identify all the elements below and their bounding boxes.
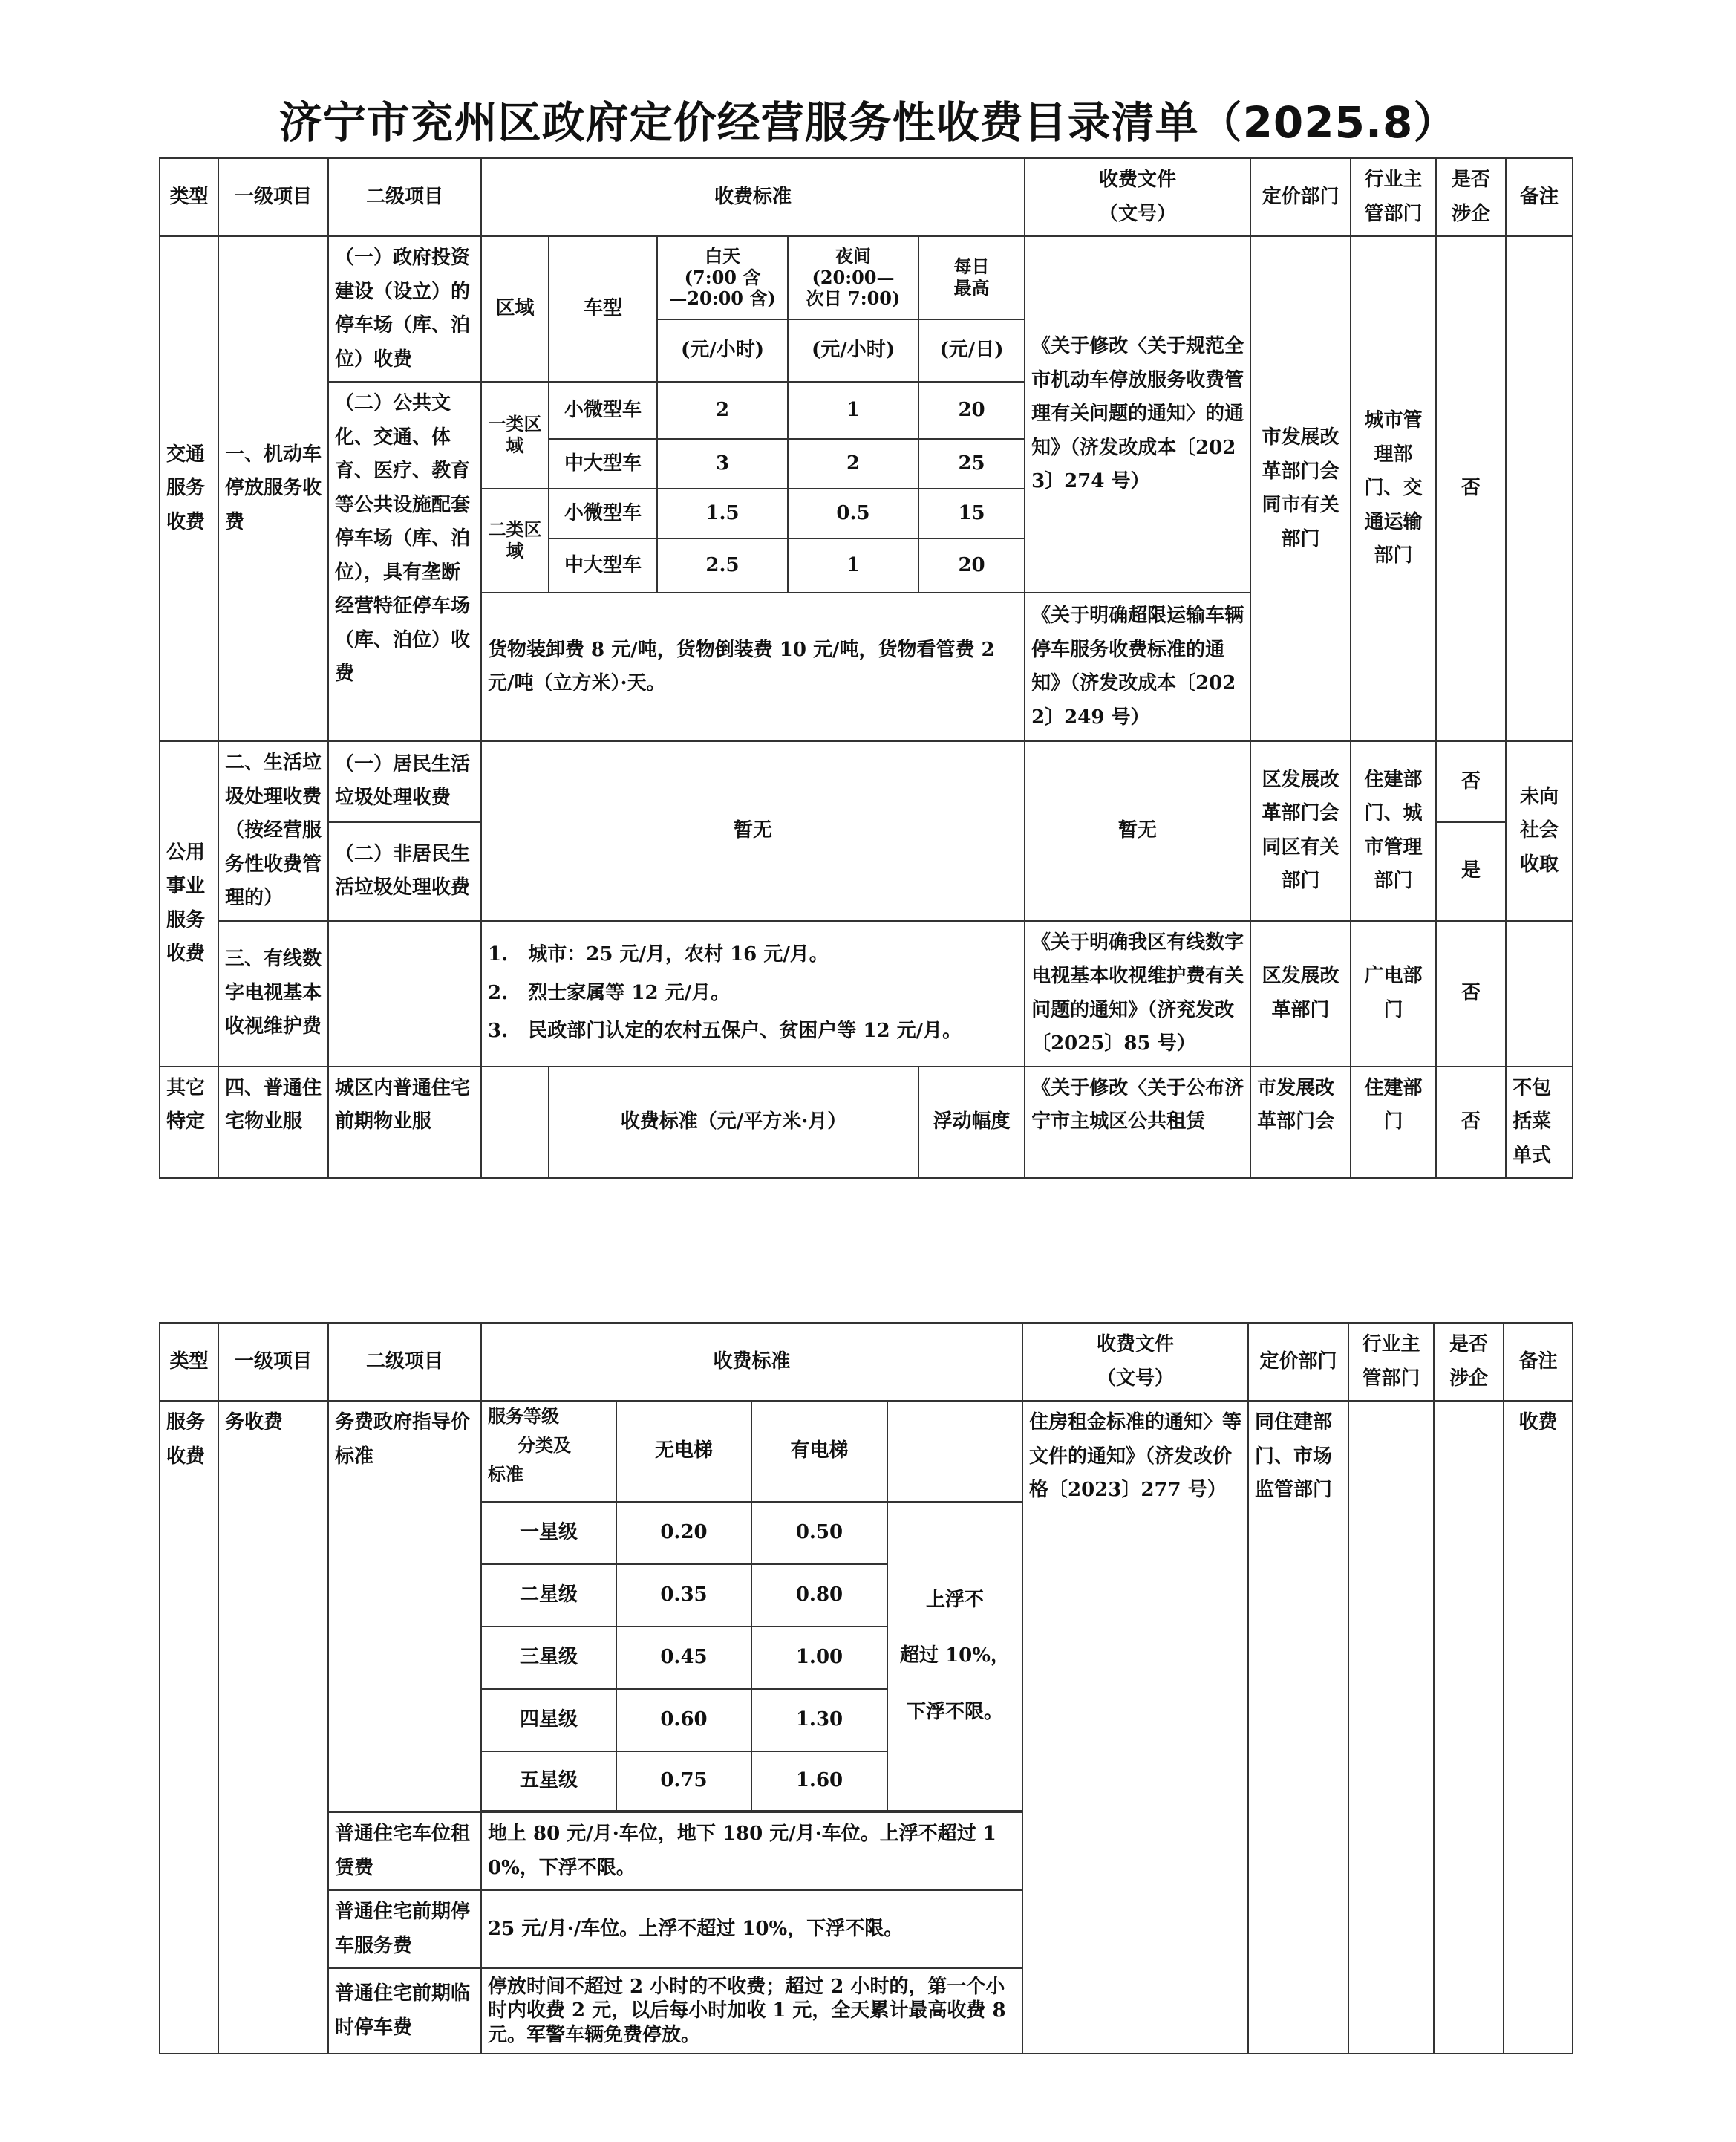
tv-industry: 广电部门 bbox=[1351, 921, 1436, 1067]
cargo-fee-standard: 货物装卸费 8 元/吨，货物倒装费 10 元/吨，货物看管费 2 元/吨（立方米）·天。 bbox=[481, 593, 1025, 741]
grade-name: 五星级 bbox=[481, 1751, 616, 1811]
garbage-standard: 暂无 bbox=[481, 741, 1025, 921]
grade-elevator: 1.30 bbox=[751, 1689, 887, 1751]
page-title: 济宁市兖州区政府定价经营服务性收费目录清单（2025.8） bbox=[278, 97, 1458, 148]
day-fee: 2.5 bbox=[657, 538, 788, 593]
table-row bbox=[160, 741, 1573, 822]
vehicle-type: 小微型车 bbox=[549, 382, 657, 439]
property-dept-cont: 同住建部门、市场监管部门 bbox=[1248, 1401, 1348, 2054]
header-level1: 一级项目 bbox=[218, 1323, 328, 1401]
float-header-empty bbox=[887, 1401, 1022, 1502]
header-standard: 收费标准 bbox=[481, 1323, 1022, 1401]
property-level2: 城区内普通住宅前期物业服 bbox=[328, 1067, 481, 1179]
traffic-enterprise: 否 bbox=[1436, 236, 1506, 741]
vehicle-type: 中大型车 bbox=[549, 439, 657, 489]
vehicle-type: 中大型车 bbox=[549, 538, 657, 593]
property-industry-cont bbox=[1348, 1401, 1434, 2054]
day-fee: 3 bbox=[657, 439, 788, 489]
header-industry: 行业主 管部门 bbox=[1351, 158, 1436, 236]
grade-no-elevator: 0.20 bbox=[616, 1502, 751, 1564]
header-enterprise: 是否 涉企 bbox=[1434, 1323, 1504, 1401]
property-enterprise-cont bbox=[1434, 1401, 1504, 2054]
header-standard: 收费标准 bbox=[481, 158, 1025, 236]
region-class-2: 二类区域 bbox=[481, 489, 549, 593]
traffic-doc-1: 《关于修改〈关于规范全市机动车停放服务收费管理有关问题的通知〉的通知》（济发改成本〔2023〕274 号） bbox=[1025, 236, 1250, 593]
header-dept: 定价部门 bbox=[1248, 1323, 1348, 1401]
traffic-note bbox=[1506, 236, 1573, 741]
max-fee: 15 bbox=[918, 489, 1025, 538]
property-dept: 市发展改革部门会 bbox=[1250, 1067, 1351, 1179]
max-fee: 25 bbox=[918, 439, 1025, 489]
property-industry: 住建部门 bbox=[1351, 1067, 1436, 1179]
table-row bbox=[160, 236, 1573, 319]
grade-no-elevator: 0.35 bbox=[616, 1564, 751, 1627]
property-enterprise: 否 bbox=[1436, 1067, 1506, 1179]
header-level2: 二级项目 bbox=[328, 1323, 481, 1401]
tv-level2 bbox=[328, 921, 481, 1067]
tv-standard-item: 2. 烈士家属等 12 元/月。 bbox=[488, 981, 731, 1004]
header-doc: 收费文件 （文号） bbox=[1025, 158, 1250, 236]
header-level2: 二级项目 bbox=[328, 158, 481, 236]
garbage-doc: 暂无 bbox=[1025, 741, 1250, 921]
table-row bbox=[160, 921, 1573, 1067]
property-note-cont: 收费 bbox=[1504, 1401, 1573, 2054]
header-enterprise: 是否 涉企 bbox=[1436, 158, 1506, 236]
property-type-cont: 服务收费 bbox=[160, 1401, 218, 2054]
grade-float-range: 上浮不 超过 10%， 下浮不限。 bbox=[887, 1502, 1022, 1811]
vehicle-type: 小微型车 bbox=[549, 489, 657, 538]
region-class-1: 一类区域 bbox=[481, 382, 549, 489]
property-doc: 《关于修改〈关于公布济宁市主城区公共租赁 bbox=[1025, 1067, 1250, 1179]
parking-rent-standard: 地上 80 元/月·车位，地下 180 元/月·车位。上浮不超过 10%，下浮不限。 bbox=[481, 1812, 1022, 1890]
col-region: 区域 bbox=[481, 236, 549, 382]
garbage-industry: 住建部门、城市管理部门 bbox=[1351, 741, 1436, 921]
night-fee: 1 bbox=[788, 538, 918, 593]
header-type: 类型 bbox=[160, 1323, 218, 1401]
unit-max: (元/日) bbox=[918, 319, 1025, 382]
col-elevator: 有电梯 bbox=[751, 1401, 887, 1502]
tv-standard-item: 1. 城市：25 元/月，农村 16 元/月。 bbox=[488, 943, 829, 966]
garbage-enterprise-b: 是 bbox=[1436, 822, 1506, 921]
property-level1-cont: 务收费 bbox=[218, 1401, 328, 2054]
header-industry: 行业主 管部门 bbox=[1348, 1323, 1434, 1401]
grade-elevator: 1.60 bbox=[751, 1751, 887, 1811]
grade-no-elevator: 0.45 bbox=[616, 1627, 751, 1689]
header-dept: 定价部门 bbox=[1250, 158, 1351, 236]
parking-service-standard: 25 元/月·/车位。上浮不超过 10%，下浮不限。 bbox=[481, 1890, 1022, 1968]
property-standard-label: 收费标准（元/平方米·月） bbox=[549, 1067, 918, 1179]
day-fee: 2 bbox=[657, 382, 788, 439]
garbage-note: 未向社会收取 bbox=[1506, 741, 1573, 921]
property-level1: 四、普通住宅物业服 bbox=[218, 1067, 328, 1179]
header-doc: 收费文件 （文号） bbox=[1022, 1323, 1248, 1401]
grade-name: 一星级 bbox=[481, 1502, 616, 1564]
tv-note bbox=[1506, 921, 1573, 1067]
traffic-type: 交通服务收费 bbox=[160, 236, 218, 741]
col-day: 白天 (7:00 含 —20:00 含) bbox=[657, 236, 788, 319]
traffic-doc-2: 《关于明确超限运输车辆停车服务收费标准的通知》（济发改成本〔2022〕249 号） bbox=[1025, 593, 1250, 741]
garbage-level2-b: （二）非居民生活垃圾处理收费 bbox=[328, 822, 481, 921]
grade-name: 三星级 bbox=[481, 1627, 616, 1689]
tv-dept: 区发展改革部门 bbox=[1250, 921, 1351, 1067]
night-fee: 1 bbox=[788, 382, 918, 439]
table-row bbox=[160, 1067, 1573, 1179]
grade-no-elevator: 0.75 bbox=[616, 1751, 751, 1811]
property-doc-cont: 住房租金标准的通知〉等文件的通知》（济发改价格〔2023〕277 号） bbox=[1022, 1401, 1248, 2054]
grade-header: 服务等级 分类及 标准 bbox=[481, 1401, 616, 1502]
grade-name: 四星级 bbox=[481, 1689, 616, 1751]
traffic-level2-b: （二）公共文化、交通、体育、医疗、教育等公共设施配套停车场（库、泊位），具有垄断经营特征停车场（库、泊位）收费 bbox=[328, 382, 481, 741]
grade-elevator: 0.50 bbox=[751, 1502, 887, 1564]
header-note: 备注 bbox=[1504, 1323, 1573, 1401]
garbage-dept: 区发展改革部门会同区有关部门 bbox=[1250, 741, 1351, 921]
col-no-elevator: 无电梯 bbox=[616, 1401, 751, 1502]
tv-standard bbox=[481, 921, 1025, 1067]
grade-elevator: 0.80 bbox=[751, 1564, 887, 1627]
header-level1: 一级项目 bbox=[218, 158, 328, 236]
header-note: 备注 bbox=[1506, 158, 1573, 236]
unit-night: (元/小时) bbox=[788, 319, 918, 382]
header-type: 类型 bbox=[160, 158, 218, 236]
max-fee: 20 bbox=[918, 382, 1025, 439]
traffic-level2-a: （一）政府投资建设（设立）的停车场（库、泊位）收费 bbox=[328, 236, 481, 382]
tv-standard-item: 3. 民政部门认定的农村五保户、贫困户等 12 元/月。 bbox=[488, 1020, 962, 1043]
unit-day: (元/小时) bbox=[657, 319, 788, 382]
garbage-level2-a: （一）居民生活垃圾处理收费 bbox=[328, 741, 481, 822]
property-level2-cont: 务费政府指导价标准 bbox=[328, 1401, 481, 1812]
garbage-enterprise-a: 否 bbox=[1436, 741, 1506, 822]
col-max: 每日 最高 bbox=[918, 236, 1025, 319]
garbage-level1: 二、生活垃圾处理收费（按经营服务性收费管理的） bbox=[218, 741, 328, 921]
tv-level1: 三、有线数字电视基本收视维护费 bbox=[218, 921, 328, 1067]
property-empty bbox=[481, 1067, 549, 1179]
property-note: 不包括菜单式 bbox=[1506, 1067, 1573, 1179]
parking-rent-name: 普通住宅车位租赁费 bbox=[328, 1812, 481, 1890]
tv-enterprise: 否 bbox=[1436, 921, 1506, 1067]
fee-table-page-1 bbox=[159, 157, 1573, 1179]
fee-table-page-2 bbox=[159, 1322, 1573, 2054]
day-fee: 1.5 bbox=[657, 489, 788, 538]
max-fee: 20 bbox=[918, 538, 1025, 593]
public-type: 公用事业服务收费 bbox=[160, 741, 218, 1067]
table-row bbox=[160, 1401, 1573, 1502]
tv-doc: 《关于明确我区有线数字电视基本收视维护费有关问题的通知》（济兖发改〔2025〕85 号） bbox=[1025, 921, 1250, 1067]
parking-service-name: 普通住宅前期停车服务费 bbox=[328, 1890, 481, 1968]
night-fee: 2 bbox=[788, 439, 918, 489]
property-float-label: 浮动幅度 bbox=[918, 1067, 1025, 1179]
col-night: 夜间 (20:00— 次日 7:00) bbox=[788, 236, 918, 319]
temp-parking-name: 普通住宅前期临时停车费 bbox=[328, 1968, 481, 2054]
traffic-dept: 市发展改革部门会同市有关部门 bbox=[1250, 236, 1351, 741]
table-header-row bbox=[160, 1323, 1573, 1401]
temp-parking-standard: 停放时间不超过 2 小时的不收费；超过 2 小时的，第一个小时内收费 2 元，以后每小时加收 1 元，全天累计最高收费 8 元。军警车辆免费停放。 bbox=[481, 1968, 1022, 2054]
night-fee: 0.5 bbox=[788, 489, 918, 538]
grade-name: 二星级 bbox=[481, 1564, 616, 1627]
grade-elevator: 1.00 bbox=[751, 1627, 887, 1689]
property-type: 其它特定 bbox=[160, 1067, 218, 1179]
grade-no-elevator: 0.60 bbox=[616, 1689, 751, 1751]
col-vehicle: 车型 bbox=[549, 236, 657, 382]
traffic-industry: 城市管理部门、交通运输部门 bbox=[1351, 236, 1436, 741]
traffic-level1: 一、机动车停放服务收费 bbox=[218, 236, 328, 741]
table-header-row bbox=[160, 158, 1573, 236]
